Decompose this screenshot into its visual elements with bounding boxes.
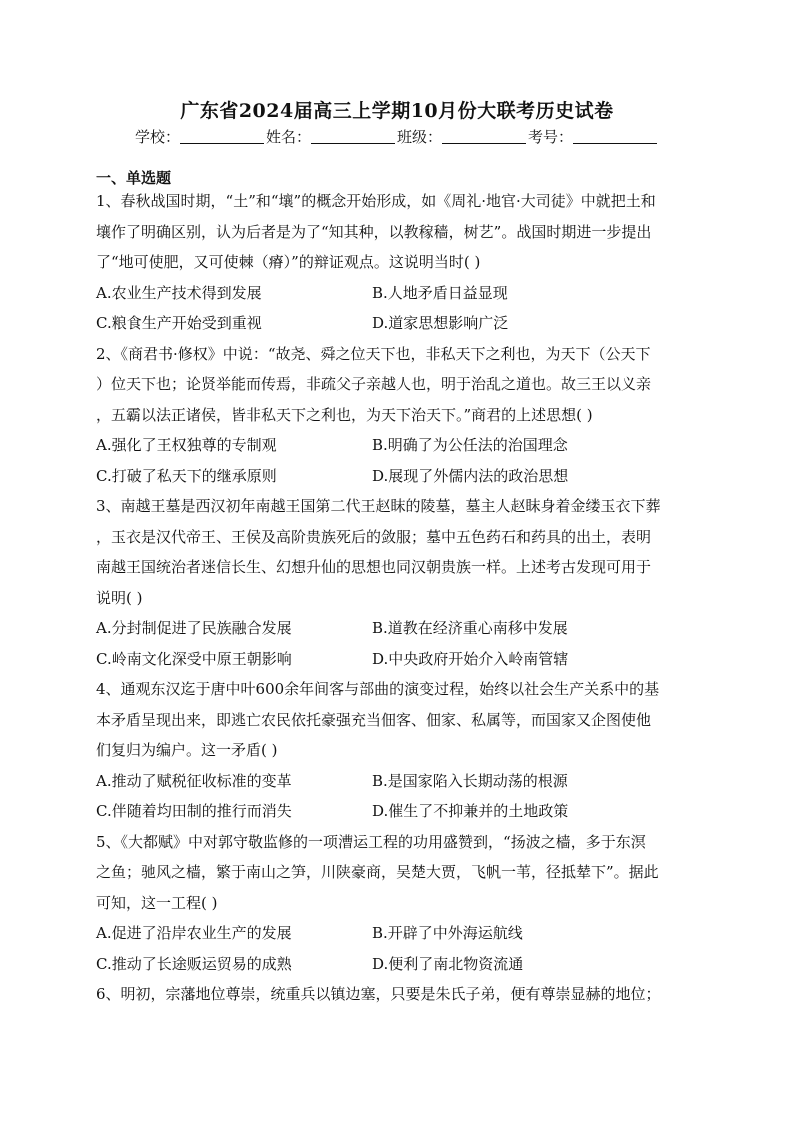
- answer-option[interactable]: C.岭南文化深受中原王朝影响: [96, 649, 292, 668]
- question-5: [96, 827, 696, 980]
- answer-option[interactable]: A.推动了赋税征收标准的变革: [96, 771, 292, 790]
- school-blank[interactable]: [180, 129, 264, 144]
- answer-option[interactable]: B.开辟了中外海运航线: [372, 924, 523, 942]
- question-3: [96, 491, 696, 674]
- question-text-line: 之鱼；驰风之樯，繁于南山之笋，川陕豪商，吴楚大贾，飞帆一苇，径抵辇下”。据此: [96, 863, 659, 881]
- question-list: [96, 186, 696, 1010]
- answer-option[interactable]: B.人地矛盾日益显现: [372, 283, 508, 302]
- answer-option[interactable]: D.中央政府开始介入岭南管辖: [372, 649, 569, 668]
- question-text-line: 了“地可使肥，又可使棘（瘠）”的辩证观点。这说明当时( ): [96, 253, 481, 271]
- question-text-line: 5、《大都赋》中对郭守敬监修的一项漕运工程的功用盛赞到，“扬波之樯，多于东溟: [96, 832, 646, 851]
- answer-option[interactable]: C.伴随着均田制的推行而消失: [96, 802, 292, 820]
- answer-option[interactable]: C.粮食生产开始受到重视: [96, 314, 262, 332]
- option-row: [96, 308, 696, 339]
- question-4: [96, 674, 696, 827]
- question-text-line: 1、春秋战国时期，“土”和“壤”的概念开始形成，如《周礼·地官·大司徒》中就把土和: [96, 192, 656, 210]
- page-title: 广东省2024届高三上学期10月份大联考历史试卷: [180, 100, 614, 122]
- answer-option[interactable]: C.打破了私天下的继承原则: [96, 466, 277, 485]
- name-blank[interactable]: [311, 129, 395, 144]
- option-row: [96, 430, 696, 461]
- question-text-line: 说明( ): [96, 588, 143, 607]
- question-2: [96, 339, 696, 492]
- option-row: [96, 796, 696, 827]
- question-text-line: 本矛盾呈现出来，即逃亡农民依托豪强充当佃客、佃家、私属等，而国家又企图使他: [96, 710, 652, 729]
- answer-option[interactable]: B.是国家陷入长期动荡的根源: [372, 771, 568, 790]
- option-row: [96, 644, 696, 675]
- question-text-line: 可知，这一工程( ): [96, 893, 218, 912]
- question-text-line: ，玉衣是汉代帝王、王侯及高阶贵族死后的敛服；墓中五色药石和药具的出土，表明: [96, 527, 652, 546]
- answer-option[interactable]: A.强化了王权独尊的专制观: [96, 436, 277, 454]
- answer-option[interactable]: B.明确了为公任法的治国理念: [372, 436, 568, 454]
- class-blank[interactable]: [442, 129, 526, 144]
- name-label: 姓名：: [265, 128, 311, 146]
- option-row: [96, 278, 696, 309]
- answer-option[interactable]: D.催生了不抑兼并的土地政策: [372, 802, 569, 820]
- question-text-line: 3、南越王墓是西汉初年南越王国第二代王赵眜的陵墓，墓主人赵眜身着金缕玉衣下葬: [96, 497, 661, 515]
- answer-option[interactable]: D.展现了外儒内法的政治思想: [372, 466, 569, 485]
- answer-option[interactable]: D.便利了南北物资流通: [372, 954, 524, 973]
- answer-option[interactable]: A.分封制促进了民族融合发展: [96, 619, 292, 637]
- school-label: 学校：: [134, 128, 180, 146]
- option-row: [96, 766, 696, 797]
- answer-option[interactable]: D.道家思想影响广泛: [372, 314, 509, 332]
- option-row: [96, 461, 696, 492]
- question-text-line: 6、明初，宗藩地位尊崇，统重兵以镇边塞，只要是朱氏子弟，便有尊崇显赫的地位；: [96, 985, 661, 1003]
- question-text-line: 们复归为编户。这一矛盾( ): [96, 741, 278, 759]
- question-text-line: 壤作了明确区别，认为后者是为了“知其种，以教稼穑，树艺”。战国时期进一步提出: [96, 222, 652, 241]
- question-6: [96, 979, 696, 1010]
- answer-option[interactable]: B.道教在经济重心南移中发展: [372, 619, 568, 637]
- answer-option[interactable]: A.农业生产技术得到发展: [96, 283, 262, 302]
- question-text-line: ，五霸以法正诸侯，皆非私天下之利也，为天下治天下。”商君的上述思想( ): [96, 405, 593, 424]
- answer-option[interactable]: C.推动了长途贩运贸易的成熟: [96, 954, 292, 973]
- question-text-line: ）位天下也；论贤举能而传焉，非疏父子亲越人也，明于治乱之道也。故三王以义亲: [96, 375, 652, 393]
- exam-no-blank[interactable]: [573, 129, 657, 144]
- student-info-row: [0, 126, 794, 147]
- option-row: [96, 613, 696, 644]
- question-1: [96, 186, 696, 339]
- question-text-line: 2、《商君书·修权》中说：“故尧、舜之位天下也，非私天下之利也，为天下（公天下: [96, 344, 651, 363]
- question-text-line: 4、通观东汉迄于唐中叶600余年间客与部曲的演变过程，始终以社会生产关系中的基: [96, 680, 660, 698]
- section-heading: 一、单选题: [96, 169, 172, 187]
- class-label: 班级：: [397, 128, 443, 146]
- exam-no-label: 考号：: [528, 128, 574, 146]
- question-text-line: 南越王国统治者迷信长生、幻想升仙的思想也同汉朝贵族一样。上述考古发现可用于: [96, 558, 652, 576]
- answer-option[interactable]: A.促进了沿岸农业生产的发展: [96, 924, 292, 942]
- option-row: [96, 949, 696, 980]
- option-row: [96, 918, 696, 949]
